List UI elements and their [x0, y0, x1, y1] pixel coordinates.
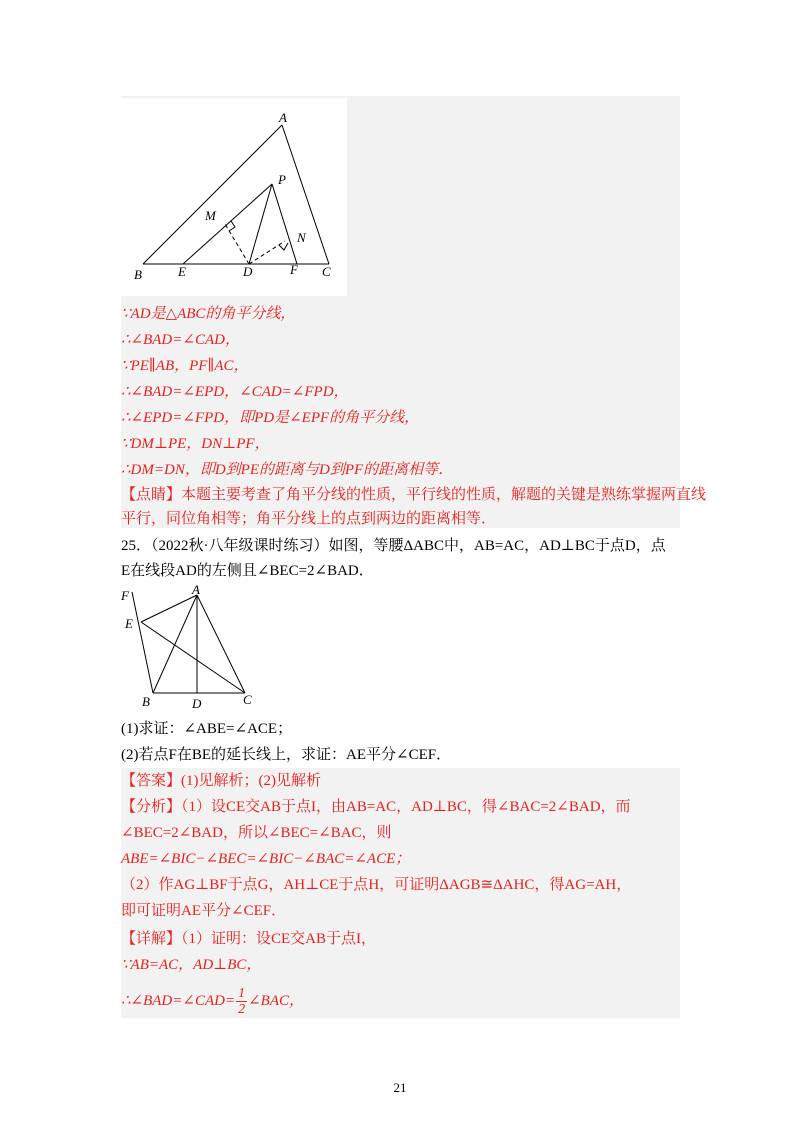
analysis-line-1: 【分析】（1）设CE交AB于点I，由AB=AC，AD⊥BC，得∠BAC=2∠BAD，而 [121, 799, 631, 815]
detail-line-2: ∵AB=AC，AD⊥BC， [121, 957, 262, 973]
detail-line-3-prefix: ∴∠BAD=∠CAD= [121, 993, 236, 1009]
fig2-label-f: F [121, 588, 129, 603]
analysis-line-3: ABE=∠BIC−∠BEC=∠BIC−∠BAC=∠ACE； [121, 851, 411, 867]
fig1-label-c: C [322, 264, 331, 279]
figure-isosceles-triangle [118, 582, 268, 710]
analysis-line-5: 即可证明AE平分∠CEF． [121, 903, 287, 919]
analysis-line-4: （2）作AG⊥BF于点G，AH⊥CE于点H，可证明ΔAGB≅ΔAHC，得AG=AH， [121, 877, 632, 893]
answer-line: 【答案】(1)见解析；(2)见解析 [121, 773, 321, 789]
detail-line-3 [121, 984, 304, 1018]
comment-line-2: 平行，同位角相等；角平分线上的点到两边的距离相等． [121, 511, 497, 527]
question-2: (2)若点F在BE的延长线上，求证：AE平分∠CEF． [121, 747, 452, 763]
detail-line-3-suffix: ∠BAC， [248, 993, 304, 1009]
problem-25-line-2: E在线段AD的左侧且∠BEC=2∠BAD． [121, 563, 374, 579]
solution-line-3: ∵PE∥AB，PF∥AC， [121, 358, 249, 374]
fraction-denominator: 2 [238, 1002, 246, 1018]
solution-line-5: ∴∠EPD=∠FPD，即PD是∠EPF的角平分线， [121, 410, 420, 426]
analysis-line-2: ∠BEC=2∠BAD，所以∠BEC=∠BAC，则 [121, 825, 392, 841]
comment-text-1: 本题主要考查了角平分线的性质，平行线的性质，解题的关键是熟练掌握两直线 [181, 487, 707, 503]
fraction-one-half [236, 986, 247, 1017]
fig2-label-d: D [192, 696, 202, 710]
fig1-label-d: D [243, 264, 253, 279]
page-number: 21 [393, 1080, 407, 1095]
comment-tag: 【点睛】 [121, 487, 182, 503]
figure-triangle-abc [121, 98, 347, 296]
detail-line-1: 【详解】（1）证明：设CE交AB于点I， [121, 931, 377, 947]
solution-line-6: ∵DM⊥PE，DN⊥PF， [121, 436, 270, 452]
fig1-label-n: N [297, 230, 306, 245]
fig2-label-c: C [243, 692, 252, 707]
solution-line-1: ∵AD是△ABC的角平分线， [121, 306, 296, 322]
fraction-numerator: 1 [238, 986, 246, 1002]
solution-line-4: ∴∠BAD=∠EPD，∠CAD=∠FPD， [121, 384, 349, 400]
fig2-label-e: E [125, 616, 133, 631]
fig1-label-p: P [278, 172, 286, 187]
fig1-label-f: F [290, 262, 298, 277]
fig2-label-a: A [192, 582, 200, 597]
fig1-label-e: E [178, 264, 186, 279]
fig1-label-m: M [205, 208, 216, 223]
solution-line-7: ∴DM=DN，即D到PE的距离与D到PF的距离相等． [121, 462, 454, 478]
fig1-label-b: B [134, 267, 142, 282]
problem-25-line-1: 25．（2022秋·八年级课时练习）如图，等腰ΔABC中，AB=AC，AD⊥BC于点D，点 [121, 538, 666, 554]
fig2-label-b: B [142, 694, 150, 709]
solution-line-2: ∴∠BAD=∠CAD， [121, 332, 240, 348]
fig1-label-a: A [279, 110, 287, 125]
comment-line-1 [121, 484, 706, 506]
question-1: (1)求证：∠ABE=∠ACE； [121, 721, 293, 737]
